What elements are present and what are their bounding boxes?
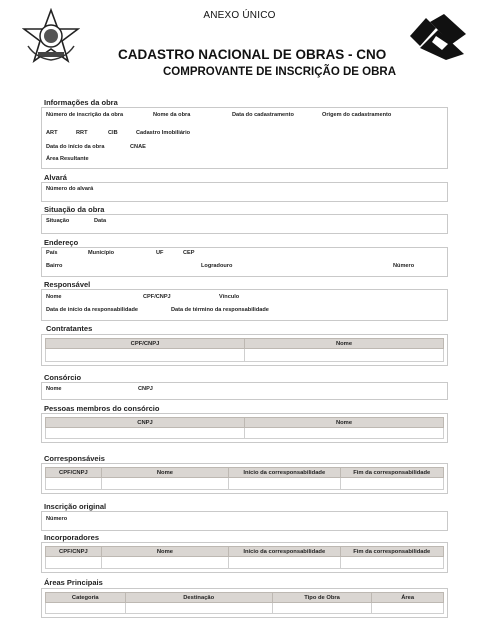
origem-cadastramento-label: Origem do cadastramento: [322, 112, 392, 118]
inscricao-original-box: [41, 511, 448, 531]
section-title-alvara: Alvará: [44, 173, 67, 182]
cib-label: CIB: [108, 130, 118, 136]
section-title-membros: Pessoas membros do consórcio: [44, 404, 160, 413]
alvara-box: [41, 182, 448, 202]
membros-table-wrap: [41, 413, 448, 443]
column-header: CPF/CNPJ: [46, 339, 245, 349]
consorcio-cnpj-label: CNPJ: [138, 386, 153, 392]
rrt-label: RRT: [76, 130, 88, 136]
numero-endereco-label: Número: [393, 263, 415, 269]
situacao-label: Situação: [46, 218, 70, 224]
situacao-box: [41, 214, 448, 234]
data-cadastramento-label: Data do cadastramento: [232, 112, 294, 118]
section-title-corresponsaveis: Corresponsáveis: [44, 454, 105, 463]
table-row: [46, 349, 444, 362]
column-header: Categoria: [46, 593, 126, 603]
section-title-areas: Áreas Principais: [44, 578, 103, 587]
section-title-endereco: Endereço: [44, 238, 79, 247]
informacoes-box: [41, 107, 448, 169]
art-label: ART: [46, 130, 58, 136]
column-header: Fim da corresponsabilidade: [340, 547, 443, 557]
table-row: [46, 557, 444, 569]
situacao-data-label: Data: [94, 218, 107, 224]
section-title-consorcio: Consórcio: [44, 373, 82, 382]
incorporadores-table: [45, 546, 444, 569]
column-header: Fim da corresponsabilidade: [340, 468, 443, 478]
areas-table: [45, 592, 444, 614]
column-header: Nome: [245, 339, 444, 349]
cep-label: CEP: [183, 250, 195, 256]
responsavel-box: [41, 289, 448, 321]
data-termino-responsabilidade-label: Data de término da responsabilidade: [171, 307, 269, 313]
contratantes-table: [45, 338, 444, 362]
column-header: Início da corresponsabilidade: [229, 468, 340, 478]
data-inicio-obra-label: Data do início da obra: [46, 144, 105, 150]
section-title-situacao: Situação da obra: [44, 205, 105, 214]
consorcio-nome-label: Nome: [46, 386, 62, 392]
uf-label: UF: [156, 250, 164, 256]
section-title-inscricao-original: Inscrição original: [44, 502, 107, 511]
column-header: Nome: [245, 418, 444, 428]
membros-table: [45, 417, 444, 439]
endereco-box: [41, 247, 448, 277]
column-header: CNPJ: [46, 418, 245, 428]
column-header: Destinação: [125, 593, 272, 603]
receita-federal-logo-icon: [406, 14, 468, 60]
cnae-label: CNAE: [130, 144, 146, 150]
section-title-contratantes: Contratantes: [46, 324, 93, 333]
responsavel-cpf-cnpj-label: CPF/CNPJ: [143, 294, 171, 300]
annex-title: ANEXO ÚNICO: [203, 10, 276, 21]
column-header: Tipo de Obra: [272, 593, 372, 603]
section-title-incorporadores: Incorporadores: [44, 533, 100, 542]
table-row: [46, 478, 444, 490]
page-subtitle: COMPROVANTE DE INSCRIÇÃO DE OBRA: [163, 66, 396, 78]
vinculo-label: Vínculo: [219, 294, 240, 300]
consorcio-box: [41, 382, 448, 400]
cadastro-imobiliario-label: Cadastro Imobiliário: [136, 130, 191, 136]
area-resultante-label: Área Resultante: [46, 156, 89, 162]
brazil-coat-of-arms-icon: [22, 8, 80, 66]
pais-label: País: [46, 250, 58, 256]
column-header: Início da corresponsabilidade: [229, 547, 340, 557]
column-header: CPF/CNPJ: [46, 547, 102, 557]
nome-obra-label: Nome da obra: [153, 112, 191, 118]
page-title: CADASTRO NACIONAL DE OBRAS - CNO: [118, 47, 387, 62]
numero-alvara-label: Número do alvará: [46, 186, 94, 192]
section-title-informacoes: Informações da obra: [44, 98, 118, 107]
corresponsaveis-table: [45, 467, 444, 490]
column-header: Nome: [101, 547, 228, 557]
numero-inscricao-label: Número de inscrição da obra: [46, 112, 124, 118]
data-inicio-responsabilidade-label: Data de início da responsabilidade: [46, 307, 139, 313]
areas-table-wrap: [41, 588, 448, 618]
corresponsaveis-table-wrap: [41, 463, 448, 494]
contratantes-table-wrap: [41, 334, 448, 366]
responsavel-nome-label: Nome: [46, 294, 62, 300]
municipio-label: Município: [88, 250, 115, 256]
incorporadores-table-wrap: [41, 542, 448, 573]
column-header: Nome: [101, 468, 228, 478]
table-row: [46, 603, 444, 614]
inscricao-original-numero-label: Número: [46, 516, 68, 522]
bairro-label: Bairro: [46, 263, 63, 269]
logradouro-label: Logradouro: [201, 263, 233, 269]
column-header: CPF/CNPJ: [46, 468, 102, 478]
column-header: Área: [372, 593, 444, 603]
table-row: [46, 428, 444, 439]
section-title-responsavel: Responsável: [44, 280, 91, 289]
